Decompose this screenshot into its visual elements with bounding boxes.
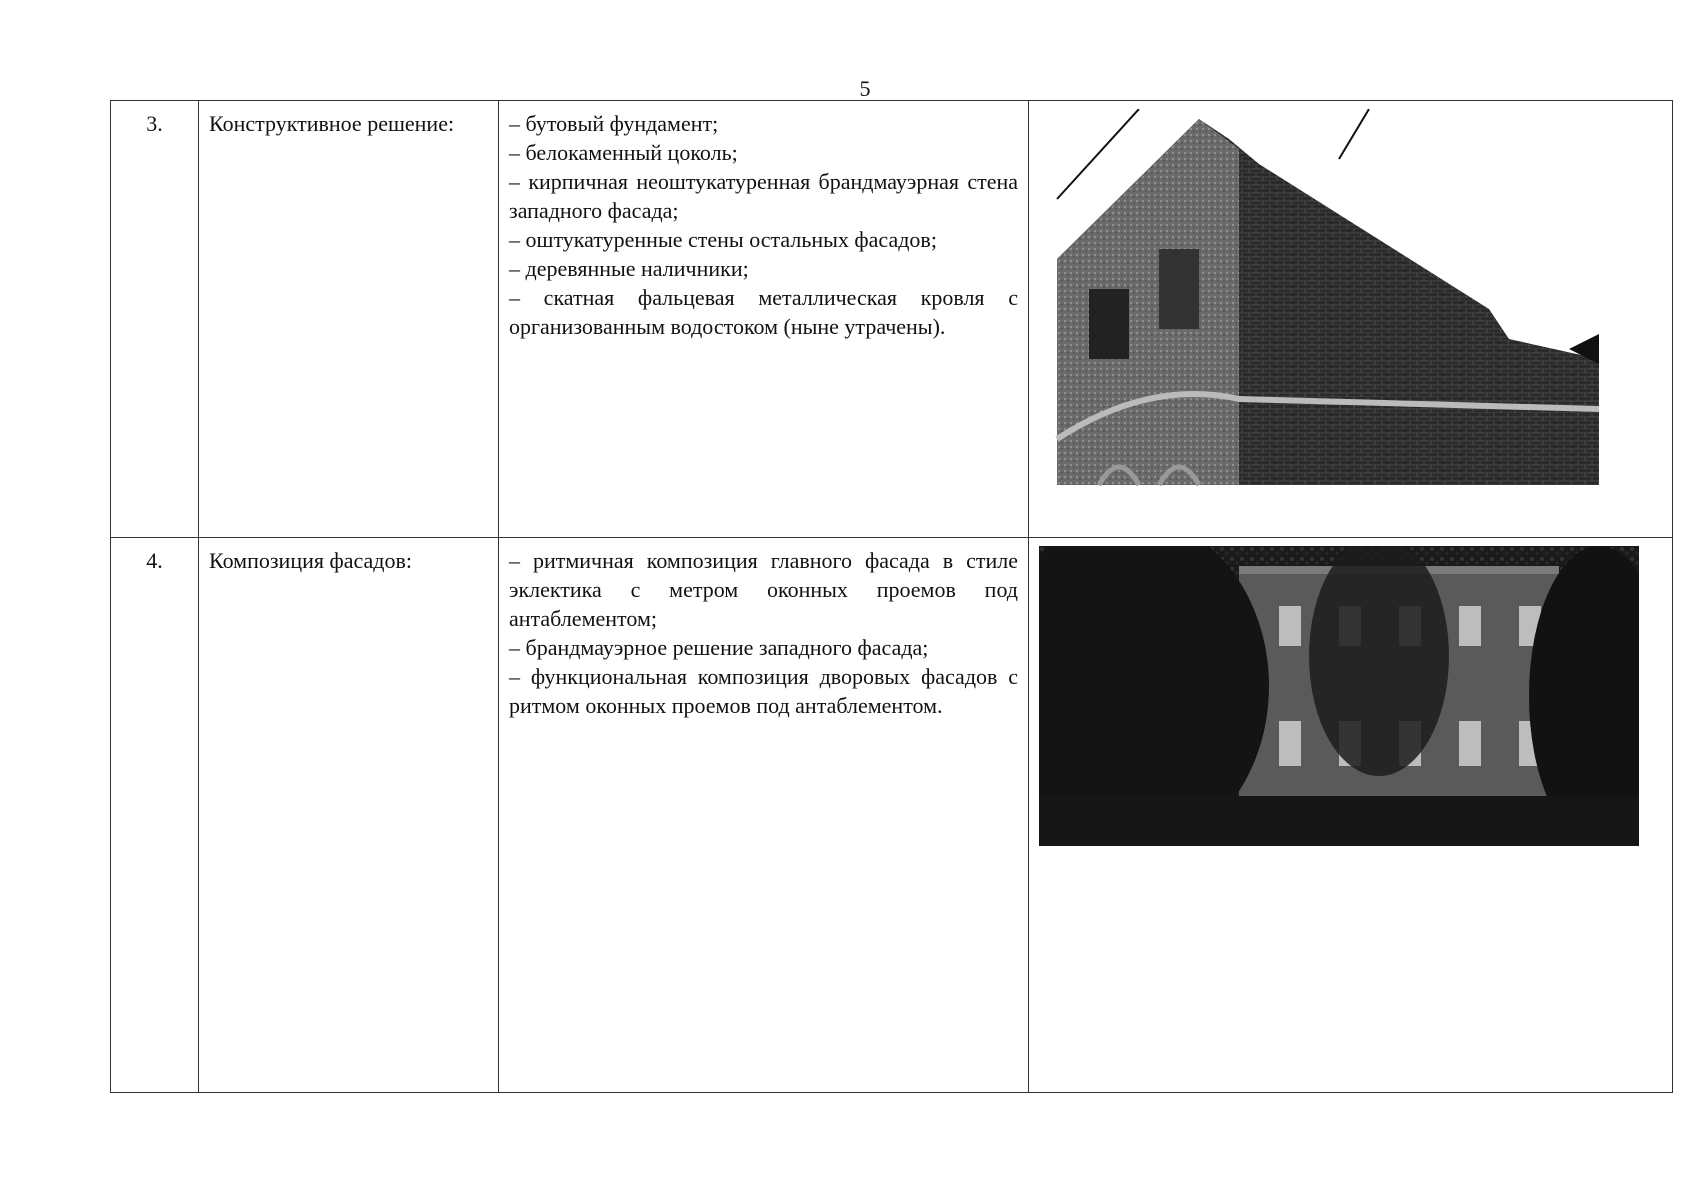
row-description bbox=[499, 101, 1029, 538]
list-item: – ритмичная композиция главного фасада в стиле эклектика с метром оконных проемов под антаблементом; bbox=[509, 548, 1018, 631]
table-row bbox=[111, 538, 1673, 1093]
row-number: 4. bbox=[111, 538, 199, 1093]
list-item: – белокаменный цоколь; bbox=[509, 140, 738, 165]
main-facade-photo bbox=[1039, 546, 1639, 846]
building-corner-photo bbox=[1039, 109, 1599, 489]
list-item: – брандмауэрное решение западного фасада; bbox=[509, 635, 929, 660]
photo-cell bbox=[1029, 538, 1673, 1093]
row-label: Композиция фасадов: bbox=[199, 538, 499, 1093]
monument-description-table bbox=[110, 100, 1673, 1093]
list-item: – деревянные наличники; bbox=[509, 256, 749, 281]
table-row bbox=[111, 101, 1673, 538]
row-description bbox=[499, 538, 1029, 1093]
list-item: – оштукатуренные стены остальных фасадов; bbox=[509, 227, 937, 252]
row-number: 3. bbox=[111, 101, 199, 538]
list-item: – скатная фальцевая металлическая кровля с организованным водостоком (ныне утрачены). bbox=[509, 285, 1018, 339]
page-number: 5 bbox=[859, 76, 871, 101]
list-item: – бутовый фундамент; bbox=[509, 111, 719, 136]
row-label: Конструктивное решение: bbox=[199, 101, 499, 538]
photo-cell bbox=[1029, 101, 1673, 538]
list-item: – функциональная композиция дворовых фасадов с ритмом оконных проемов под антаблементом. bbox=[509, 664, 1018, 718]
list-item: – кирпичная неоштукатуренная брандмауэрная стена западного фасада; bbox=[509, 169, 1018, 223]
